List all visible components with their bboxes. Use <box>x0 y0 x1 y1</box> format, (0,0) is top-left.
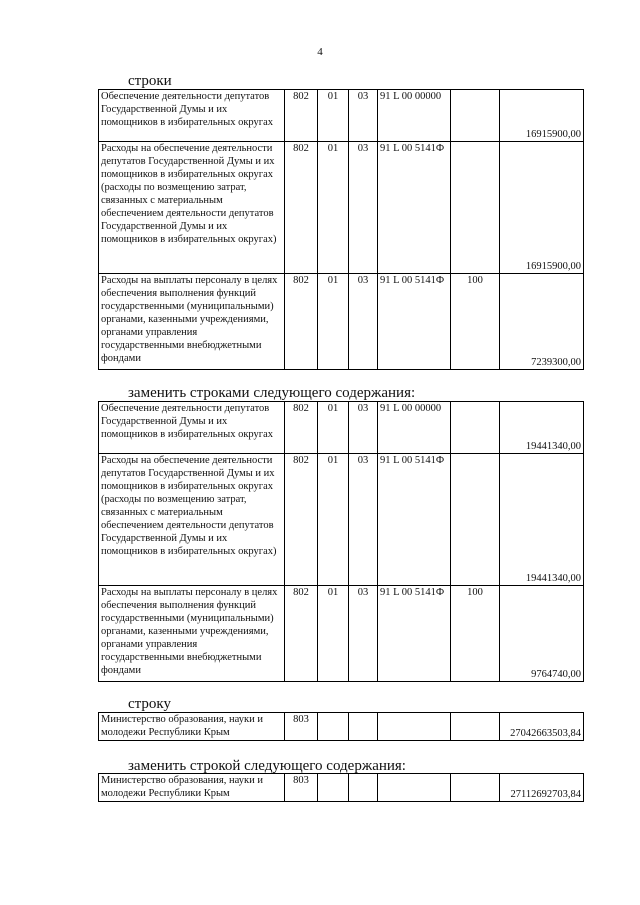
row-subsection <box>349 774 378 802</box>
row-name: Министерство образования, науки и молодежи Республики Крым <box>99 774 285 802</box>
row-section: 01 <box>318 90 349 142</box>
row-subsection <box>349 713 378 741</box>
row-target-article: 91 L 00 00000 <box>378 402 451 454</box>
row-expense-type: 100 <box>451 274 500 370</box>
row-target-article <box>378 774 451 802</box>
table-row <box>99 713 584 741</box>
row-name: Обеспечение деятельности депутатов Государственной Думы и их помощников в избирательных округах <box>99 90 285 142</box>
row-expense-type <box>451 713 500 741</box>
row-name: Расходы на обеспечение деятельности депутатов Государственной Думы и их помощников в избирательных округах (расходы по возмещению затрат, связанных с материальным обеспечением деятельности депутатов Государственной Думы и их помощников в избирательных округах) <box>99 454 285 586</box>
row-section: 01 <box>318 274 349 370</box>
table-row <box>99 274 584 370</box>
table-row <box>99 454 584 586</box>
row-amount: 7239300,00 <box>500 274 584 370</box>
row-section <box>318 774 349 802</box>
row-grbs: 802 <box>285 142 318 274</box>
row-section: 01 <box>318 586 349 682</box>
table-row <box>99 586 584 682</box>
row-grbs: 803 <box>285 713 318 741</box>
row-grbs: 802 <box>285 402 318 454</box>
section-heading: строку <box>128 696 171 712</box>
row-name: Расходы на выплаты персоналу в целях обеспечения выполнения функций государственными (муниципальными) органами, казенными учреждениями, органами управления государственными внебюджетными фондами <box>99 586 285 682</box>
row-grbs: 802 <box>285 90 318 142</box>
row-section: 01 <box>318 454 349 586</box>
row-subsection: 03 <box>349 586 378 682</box>
table-row <box>99 142 584 274</box>
row-amount: 27042663503,84 <box>500 713 584 741</box>
row-target-article: 91 L 00 5141Ф <box>378 142 451 274</box>
section-heading: строки <box>128 73 172 89</box>
row-amount: 19441340,00 <box>500 402 584 454</box>
row-amount: 27112692703,84 <box>500 774 584 802</box>
row-section <box>318 713 349 741</box>
row-expense-type: 100 <box>451 586 500 682</box>
table-row <box>99 90 584 142</box>
table-row <box>99 402 584 454</box>
row-expense-type <box>451 90 500 142</box>
row-subsection: 03 <box>349 274 378 370</box>
row-expense-type <box>451 774 500 802</box>
section-heading: заменить строками следующего содержания: <box>128 385 416 401</box>
row-subsection: 03 <box>349 454 378 586</box>
row-target-article: 91 L 00 5141Ф <box>378 586 451 682</box>
row-grbs: 802 <box>285 586 318 682</box>
row-subsection: 03 <box>349 402 378 454</box>
row-amount: 16915900,00 <box>500 90 584 142</box>
row-name: Обеспечение деятельности депутатов Государственной Думы и их помощников в избирательных округах <box>99 402 285 454</box>
table-row <box>99 774 584 802</box>
row-section: 01 <box>318 142 349 274</box>
row-subsection: 03 <box>349 90 378 142</box>
section-heading: заменить строкой следующего содержания: <box>128 758 406 774</box>
row-expense-type <box>451 454 500 586</box>
row-grbs: 802 <box>285 274 318 370</box>
row-expense-type <box>451 402 500 454</box>
row-target-article: 91 L 00 5141Ф <box>378 454 451 586</box>
budget-table <box>98 401 584 682</box>
budget-table <box>98 712 584 741</box>
budget-table <box>98 89 584 370</box>
row-amount: 16915900,00 <box>500 142 584 274</box>
budget-table <box>98 773 584 802</box>
row-name: Министерство образования, науки и молодежи Республики Крым <box>99 713 285 741</box>
row-grbs: 803 <box>285 774 318 802</box>
row-grbs: 802 <box>285 454 318 586</box>
row-name: Расходы на выплаты персоналу в целях обеспечения выполнения функций государственными (муниципальными) органами, казенными учреждениями, органами управления государственными внебюджетными фондами <box>99 274 285 370</box>
row-section: 01 <box>318 402 349 454</box>
page-number: 4 <box>317 46 323 58</box>
row-subsection: 03 <box>349 142 378 274</box>
row-name: Расходы на обеспечение деятельности депутатов Государственной Думы и их помощников в избирательных округах (расходы по возмещению затрат, связанных с материальным обеспечением деятельности депутатов Государственной Думы и их помощников в избирательных округах) <box>99 142 285 274</box>
row-expense-type <box>451 142 500 274</box>
row-amount: 19441340,00 <box>500 454 584 586</box>
row-amount: 9764740,00 <box>500 586 584 682</box>
row-target-article: 91 L 00 5141Ф <box>378 274 451 370</box>
row-target-article <box>378 713 451 741</box>
row-target-article: 91 L 00 00000 <box>378 90 451 142</box>
